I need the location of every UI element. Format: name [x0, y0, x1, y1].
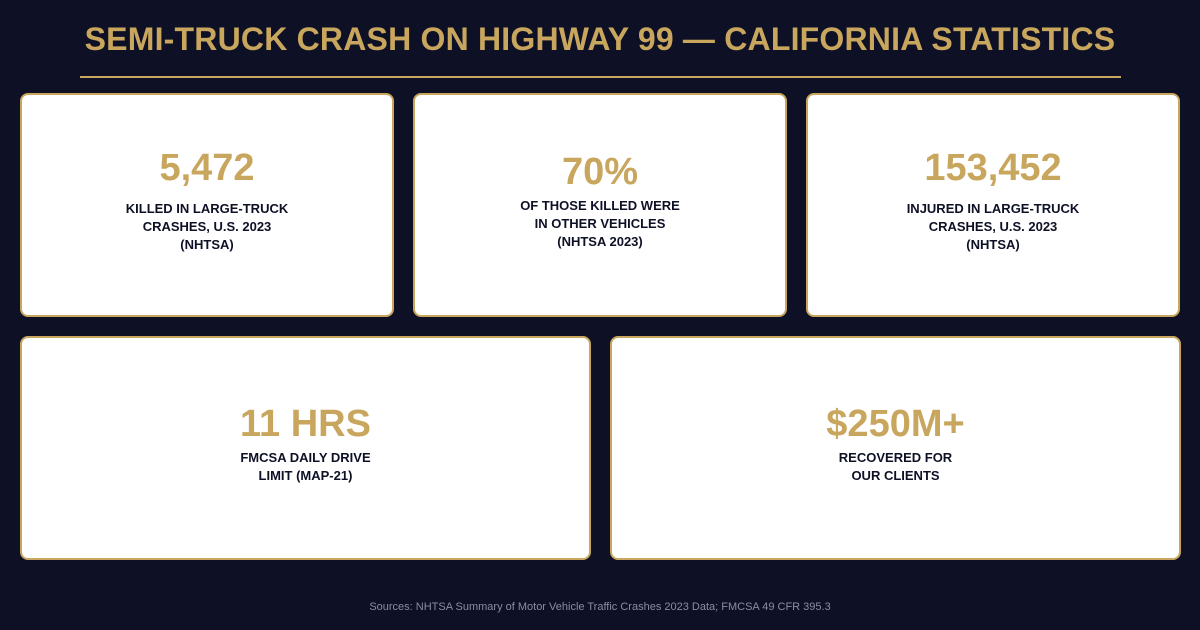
stat-label: RECOVERED FOR OUR CLIENTS	[838, 450, 953, 483]
stat-card-other-vehicles	[413, 93, 787, 317]
stat-card-recovered	[610, 336, 1181, 560]
stat-value: 5,472	[159, 147, 255, 189]
stat-value: 70%	[561, 151, 639, 193]
stat-card-killed	[20, 93, 394, 317]
stat-value: 11 HRS	[240, 403, 371, 445]
page-title: SEMI-TRUCK CRASH ON HIGHWAY 99 — CALIFORNIA STATISTICS	[84, 21, 1116, 57]
title-divider	[80, 76, 1121, 78]
stat-card-drive-limit	[20, 336, 591, 560]
stat-label: INJURED IN LARGE-TRUCK CRASHES, U.S. 2023 (NHTSA)	[906, 201, 1080, 252]
stat-label: KILLED IN LARGE-TRUCK CRASHES, U.S. 2023 (NHTSA)	[125, 201, 289, 252]
stat-value: $250M+	[826, 403, 965, 445]
stat-label: OF THOSE KILLED WERE IN OTHER VEHICLES (NHTSA 2023)	[520, 198, 680, 249]
sources-footnote: Sources: NHTSA Summary of Motor Vehicle Traffic Crashes 2023 Data; FMCSA 49 CFR 395.3	[369, 601, 831, 613]
stat-value: 153,452	[924, 147, 1062, 189]
stat-label: FMCSA DAILY DRIVE LIMIT (MAP-21)	[240, 450, 371, 483]
stat-card-injured	[806, 93, 1180, 317]
